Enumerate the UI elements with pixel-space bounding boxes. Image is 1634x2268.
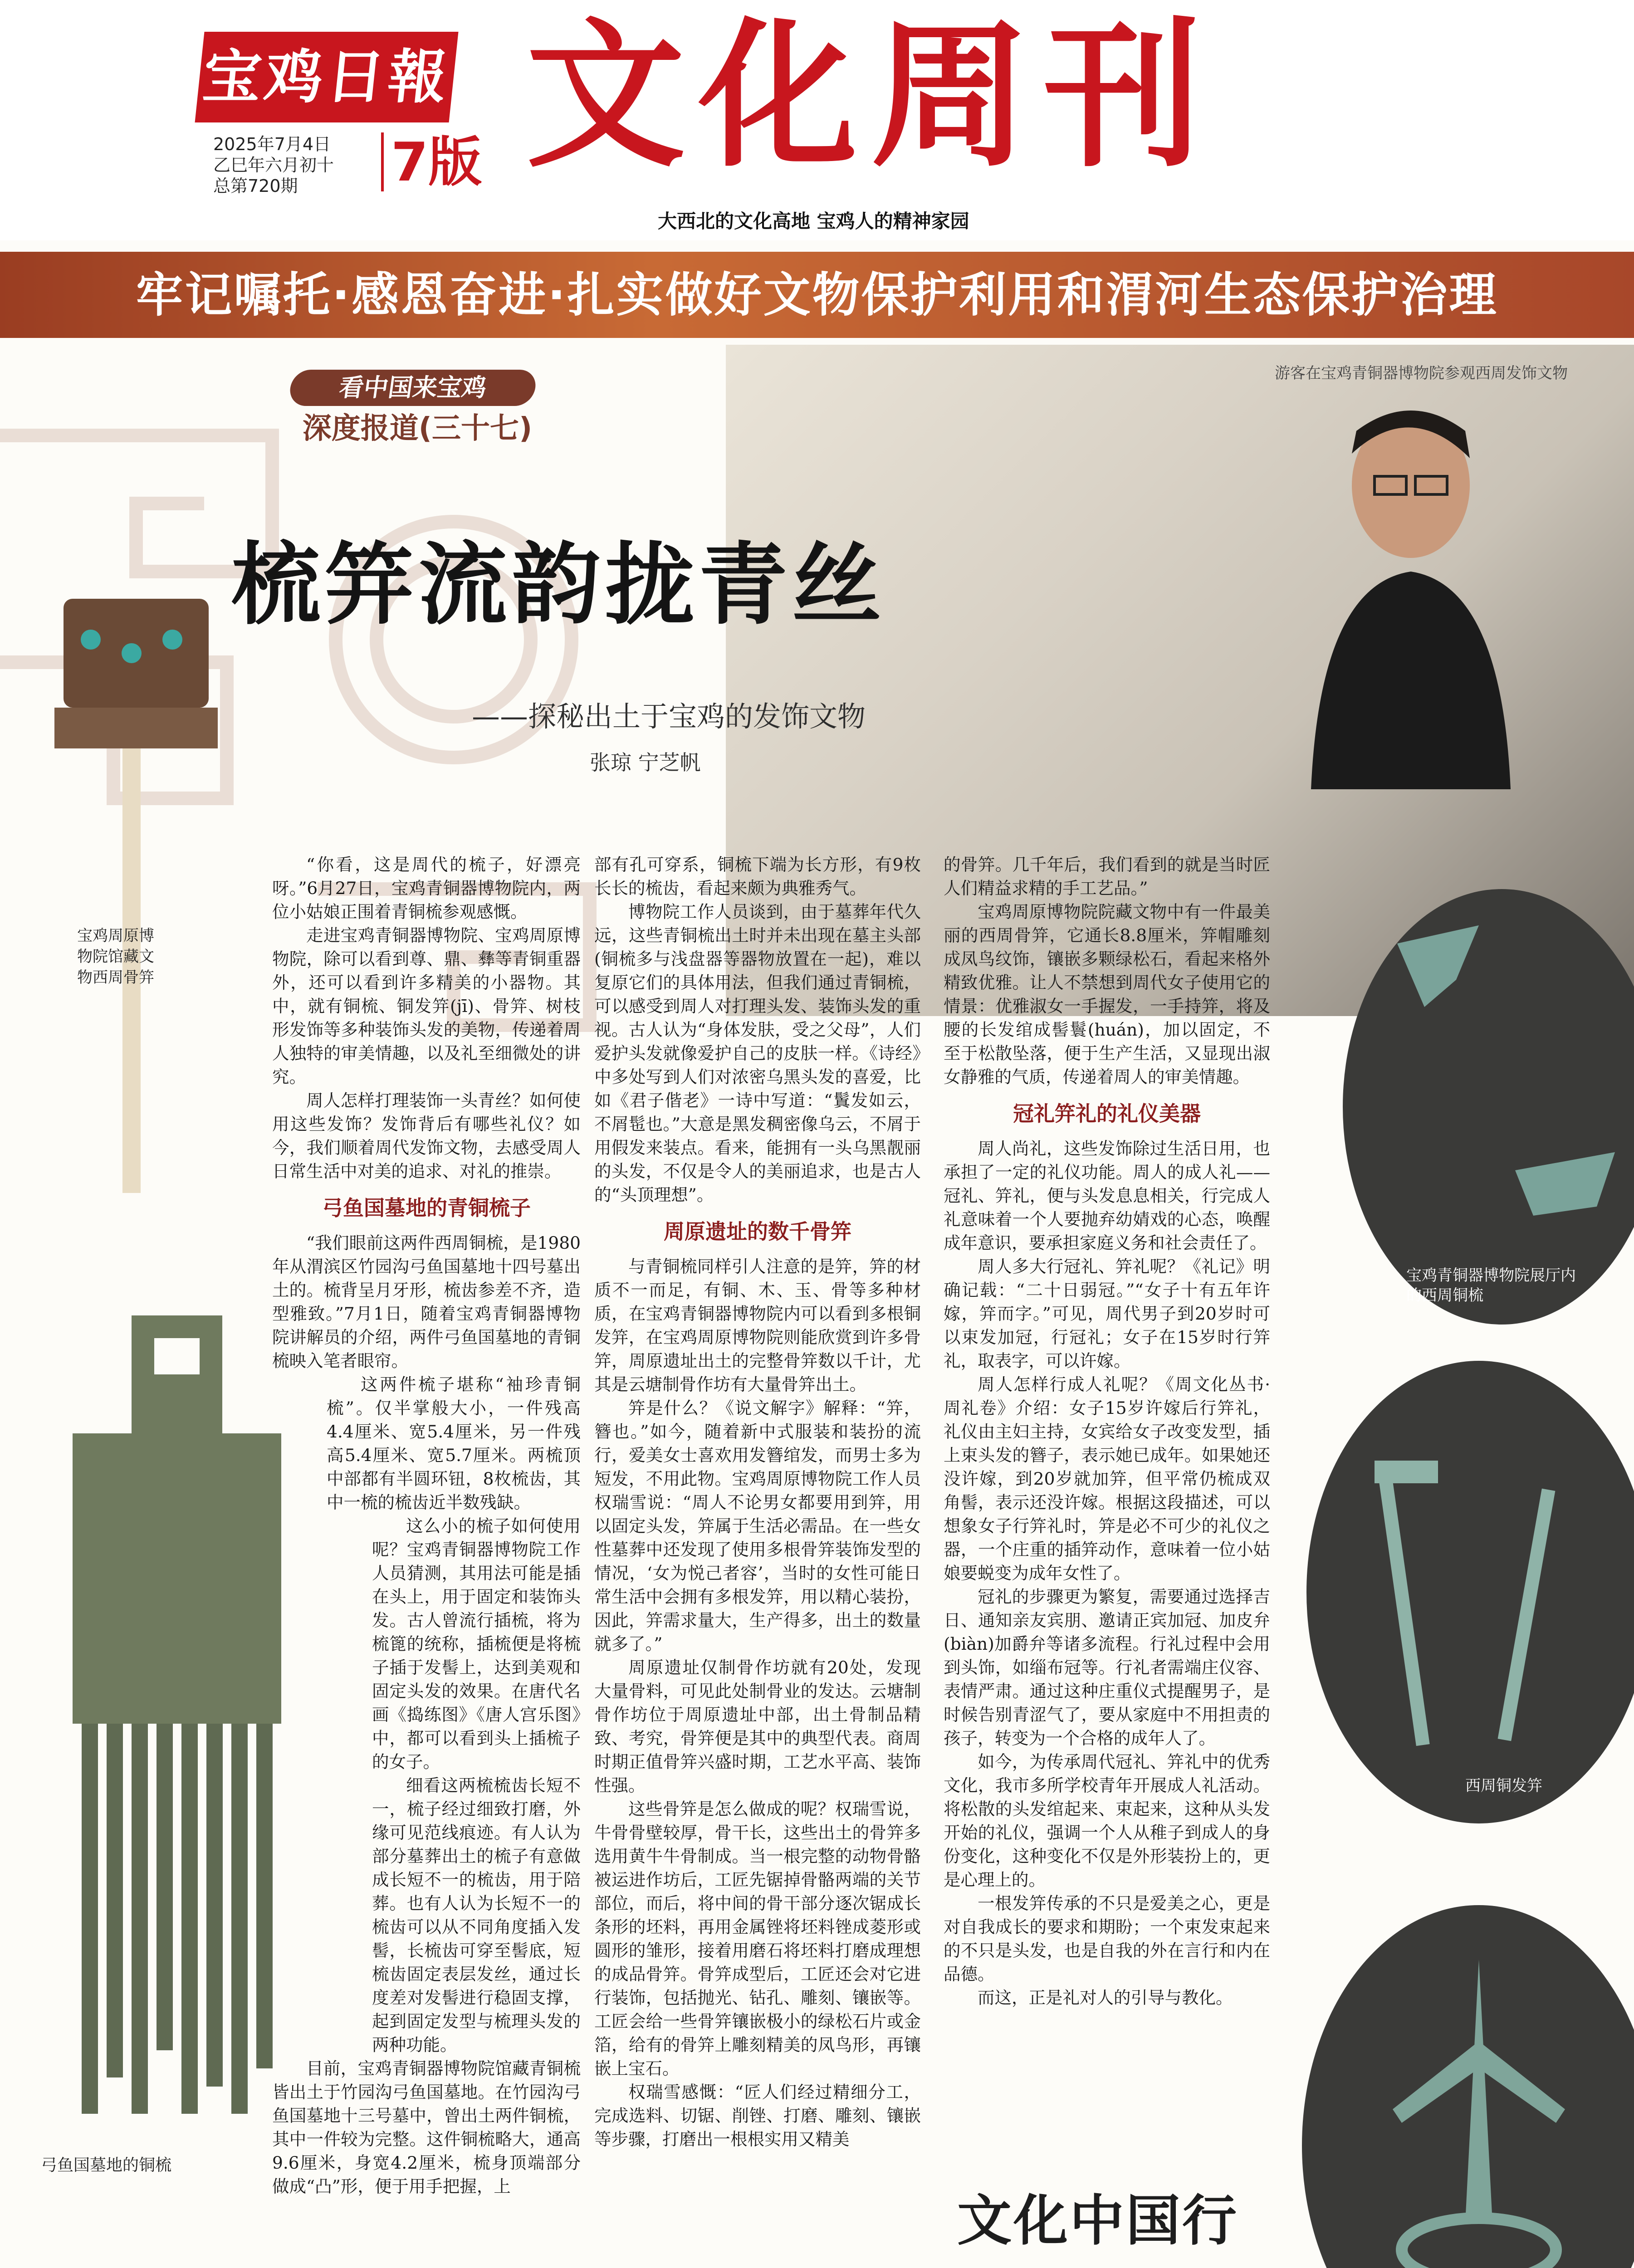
paragraph: 如今，为传承周代冠礼、笄礼中的优秀文化，我市多所学校青年开展成人礼活动。将松散的头发绾起来、束起来，这种从头发开始的礼仪，强调一个人从稚子到成人的身份变化，这种变化不仅是外形装扮上的，更是心理上的。: [944, 1752, 1270, 1890]
paragraph: “我们眼前这两件西周铜梳，是1980年从渭滨区竹园沟弓鱼国墓地十四号墓出土的。梳背呈月牙形，梳齿参差不齐，造型雅致。”7月1日，随着宝鸡青铜器博物院讲解员的介绍，两件弓鱼国墓地的青铜梳映入笔者眼帘。: [272, 1233, 581, 1371]
branch-hair-ornament-photo: [1302, 1905, 1634, 2268]
article-column-3: [944, 853, 1270, 2009]
paragraph: 周人怎样打理装饰一头青丝？如何使用这些发饰？发饰背后有哪些礼仪？如今，我们顺着周代发饰文物，去感受周人日常生活中对美的追求、对礼的推崇。: [272, 1090, 581, 1181]
section-title: 文化周刊: [526, 2, 1216, 189]
paragraph: 博物院工作人员谈到，由于墓葬年代久远，这些青铜梳出土时并未出现在墓主头部(铜梳多与浅盘器等器物放置在一起)，难以复原它们的具体用法，但我们通过青铜梳，可以感受到周人对打理头发、装饰头发的重视。古人认为“身体发肤，受之父母”，人们爱护头发就像爱护自己的皮肤一样。《诗经》中多处写到人们对浓密乌黑头发的喜爱，比如《君子偕老》一诗中写道：“鬒发如云，不屑髢也。”大意是黑发稠密像乌云，不屑于用假发来装点。看来，能拥有一头乌黑靓丽的头发，不仅是令人的美丽追求，也是古人的“头顶理想”。: [594, 902, 921, 1205]
paragraph: 笄是什么？《说文解字》解释：“笄，簪也。”如今，随着新中式服装和装扮的流行，爱美女士喜欢用发簪绾发，而男士多为短发，不用此物。宝鸡周原博物院工作人员权瑞雪说：“周人不论男女都要用到笄，用以固定头发，笄属于生活必需品。在一些女性墓葬中还发现了使用多根骨笄装饰发型的情况，‘女为悦己者容’，当时的女性可能日常生活中会拥有多根发笄，用以精心装扮，因此，笄需求量大，生产得多，出土的数量就多了。”: [594, 1398, 921, 1654]
slogan-text: 牢记嘱托·感恩奋进·扎实做好文物保护利用和渭河生态保护治理: [136, 267, 1498, 323]
section-heading: 弓鱼国墓地的青铜梳子: [322, 1196, 531, 1220]
series-subtitle: 深度报道(三十七): [302, 412, 533, 445]
bone-hairpin-caption: 宝鸡周原博物院馆藏文物西周骨笄: [77, 927, 154, 987]
right-photo-1-caption: 宝鸡青铜器博物院展厅内的西周铜梳: [1406, 1266, 1576, 1305]
visitor-figure: [1293, 381, 1529, 789]
bronze-comb-caption: 弓鱼国墓地的铜梳: [41, 2156, 172, 2175]
paragraph: 的骨笄。几千年后，我们看到的就是当时匠人们精益求精的手工艺品。”: [944, 855, 1270, 898]
paragraph: 细看这两梳梳齿长短不一，梳子经过细致打磨，外缘可见范线痕迹。有人认为部分墓葬出土的梳子有意做成长短不一的梳齿，用于陪葬。也有人认为长短不一的梳齿可以从不同角度插入发髻，长梳齿可穿至髻底，短梳齿固定表层发丝，通过长度差对发髻进行稳固支撑，起到固定发型与梳理头发的两种功能。: [372, 1775, 581, 2055]
issue-info: [213, 134, 334, 196]
series-tag: 看中国来宝鸡: [288, 370, 538, 406]
bronze-comb-display-photo: [1343, 889, 1634, 1325]
section-heading: 冠礼笄礼的礼仪美器: [1013, 1101, 1201, 1126]
bronze-hairpin-photo: [1306, 1361, 1634, 1823]
paragraph: 周原遗址仅制骨作坊就有20处，发现大量骨料，可见此处制骨业的发达。云塘制骨作坊位于周原遗址中部，出土骨制品精致、考究，骨笄便是其中的典型代表。商周时期正值骨笄兴盛时期，工艺水平高、装饰性强。: [594, 1657, 921, 1795]
paragraph: 周人尚礼，这些发饰除过生活日用，也承担了一定的礼仪功能。周人的成人礼——冠礼、笄礼，便与头发息息相关，行完成人礼意味着一个人要抛弃幼婧戏的心态，唤醒成年意识，要承担家庭义务和社会责任了。: [944, 1139, 1270, 1253]
paragraph: 一根发笄传承的不只是爱美之心，更是对自我成长的要求和期盼；一个束发束起来的不只是头发，也是自我的外在言行和内在品德。: [944, 1893, 1270, 1984]
paragraph: 周人多大行冠礼、笄礼呢？《礼记》明确记载：“二十日弱冠。”“女子十有五年许嫁，笄而字。”可见，周代男子到20岁时可以束发加冠，行冠礼；女子在15岁时行笄礼，取表字，可以许嫁。: [944, 1256, 1270, 1371]
paragraph: 这么小的梳子如何使用呢？宝鸡青铜器博物院工作人员猜测，其用法可能是插在头上，用于固定和装饰头发。古人曾流行插梳，将为梳篦的统称，插梳便是将梳子插于发髻上，达到美观和固定头发的效果。在唐代名画《捣练图》《唐人宫乐图》中，都可以看到头上插梳子的女子。: [372, 1516, 581, 1772]
hairpin-artifacts-icon: [1306, 1361, 1634, 1823]
paragraph: 宝鸡周原博物院院藏文物中有一件最美丽的西周骨笄，它通长8.8厘米，笄帽雕刻成凤鸟纹饰，镶嵌多颗绿松石，看起来格外精致优雅。让人不禁想到周代女子使用它的情景：优雅淑女一手握发，一手持笄，将及腰的长发绾成髻鬟(huán)，加以固定，不至于松散坠落，便于生产生活，又显现出淑女静雅的气质，传递着周人的审美情趣。: [944, 902, 1270, 1087]
paragraph: 部有孔可穿系，铜梳下端为长方形，有9枚长长的梳齿，看起来颇为典雅秀气。: [594, 855, 921, 898]
slogan-banner: [0, 252, 1634, 338]
paragraph: 与青铜梳同样引人注意的是笄，笄的材质不一而足，有铜、木、玉、骨等多种材质，在宝鸡青铜器博物院内可以看到多根铜发笄，在宝鸡周原博物院则能欣赏到许多骨笄，周原遗址出土的完整骨笄数以千计，尤其是云塘制骨作坊有大量骨笄出土。: [594, 1256, 921, 1394]
article-column-2: [594, 853, 921, 2151]
article-byline: 张琼 宁芝帆: [590, 750, 701, 775]
masthead: [0, 0, 1634, 240]
branch-ornament-icon: [1302, 1905, 1634, 2268]
issue-date: 2025年7月4日: [213, 134, 331, 154]
culture-stamp: 文化中国行: [957, 2189, 1238, 2253]
paragraph: “你看，这是周代的梳子，好漂亮呀。”6月27日，宝鸡青铜器博物院内，两位小姑娘正围着青铜梳参观感慨。: [272, 855, 581, 922]
paragraph: 权瑞雪感慨：“匠人们经过精细分工，完成选料、切锯、削锉、打磨、雕刻、镶嵌等步骤，打磨出一根根实用又精美: [594, 2082, 921, 2149]
paragraph: 目前，宝鸡青铜器博物院馆藏青铜梳皆出土于竹园沟弓鱼国墓地。在竹园沟弓鱼国墓地十三号墓中，曾出土两件铜梳，其中一件较为完整。这件铜梳略大，通高9.6厘米，身宽4.2厘米，梳身顶端部分做成“凸”形，便于用手把握，上: [272, 2058, 581, 2196]
paragraph: 这些骨笄是怎么做成的呢？权瑞雪说，牛骨骨壁较厚，骨干长，这些出土的骨笄多选用黄牛牛骨制成。当一根完整的动物骨骼被运进作坊后，工匠先锯掉骨骼两端的关节部位，而后，将中间的骨干部分逐次锯成长条形的坯料，再用金属锉将坯料锉成菱形或圆形的雏形，接着用磨石将坯料打磨成理想的成品骨笄。骨笄成型后，工匠还会对它进行装饰，包括抛光、钻孔、雕刻、镶嵌等。工匠会给一些骨笄镶嵌极小的绿松石片或金箔，给有的骨笄上雕刻精美的凤鸟形，再镶嵌上宝石。: [594, 1799, 921, 2078]
paragraph: 冠礼的步骤更为繁复，需要通过选择吉日、通知亲友宾朋、邀请正宾加冠、加皮弁(biàn)加爵弁等诸多流程。行礼过程中会用到头饰，如缁布冠等。行礼者需端庄仪容、表情严肃。通过这种庄重仪式提醒男子，是时候告别青涩气了，要从家庭中不用担责的孩子，转变为一个合格的成年人了。: [944, 1587, 1270, 1748]
bone-hairpin-image: [36, 585, 227, 1198]
right-photo-2-caption: 西周铜发笄: [1465, 1777, 1542, 1795]
article-subhead: ——探秘出土于宝鸡的发饰文物: [472, 700, 866, 733]
bronze-comb-image: [18, 1297, 381, 2141]
paragraph: 而这，正是礼对人的引导与教化。: [978, 1988, 1233, 2008]
comb-artifacts-icon: [1343, 889, 1634, 1325]
newspaper-logo: 宝鸡日報: [195, 32, 458, 122]
paragraph: 这两件梳子堪称“袖珍青铜梳”。仅半掌般大小，一件残高4.4厘米、宽5.4厘米，另一件残高5.4厘米、宽5.7厘米。两梳顶中部都有半圆环钮，8枚梳齿，其中一梳的梳齿近半数残缺。: [327, 1374, 581, 1512]
edition-number: 7版: [381, 132, 482, 191]
section-heading: 周原遗址的数千骨笄: [664, 1219, 851, 1244]
masthead-tagline: 大西北的文化高地 宝鸡人的精神家园: [658, 210, 969, 232]
paragraph: 周人怎样行成人礼呢？《周文化丛书·周礼卷》介绍：女子15岁许嫁后行笄礼，礼仪由主妇主持，女宾给女子改变发型，插上束头发的簪子，表示她已成年。如果她还没许嫁，到20岁就加笄，但平常仍梳成双角髻，表示还没许嫁。根据这段描述，可以想象女子行笄礼时，笄是必不可少的礼仪之器，一个庄重的插笄动作，意味着一位小姑娘要蜕变为成年女性了。: [944, 1374, 1270, 1583]
paragraph: 走进宝鸡青铜器博物院、宝鸡周原博物院，除可以看到尊、鼎、彝等青铜重器外，还可以看到许多精美的小器物。其中，就有铜梳、铜发笄(jī)、骨笄、树枝形发饰等多种装饰头发的美物，传递着周人独特的审美情趣，以及礼至细微处的讲究。: [272, 925, 581, 1087]
article-headline: 梳笄流韵拢青丝: [231, 533, 886, 637]
main-photo-caption: 游客在宝鸡青铜器博物院参观西周发饰文物: [1275, 364, 1568, 382]
issue-lunar-date: 乙巳年六月初十: [213, 155, 334, 175]
issue-number: 总第720期: [213, 176, 298, 196]
